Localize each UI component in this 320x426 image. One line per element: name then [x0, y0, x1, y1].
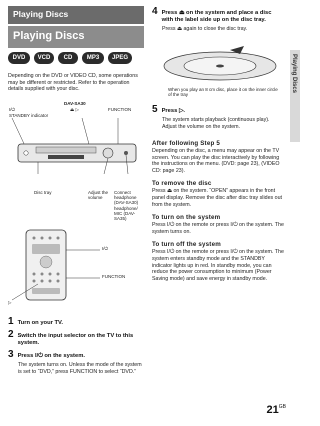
headphone-jack [124, 151, 128, 155]
model-label: DAV-SA30 [64, 101, 86, 106]
section-header-text: Playing Discs [13, 9, 69, 19]
leader-line [12, 118, 26, 148]
page-number [267, 404, 286, 416]
disc-tray-caption: When you play an 8 cm disc, place it on the inner circle of the tray [168, 87, 278, 98]
connect-line: SA35) [114, 216, 127, 222]
step-title: Press ⏏ on the system and place a disc with the label side up on the disc tray. [161, 10, 272, 23]
step-number: 3 [8, 349, 14, 360]
standby-label: STANDBY indicator [9, 113, 49, 118]
step-title: Switch the input selector on the TV to this system. [17, 333, 134, 346]
connect-line: headphone [114, 195, 137, 201]
badge-dvd: DVD [8, 52, 30, 64]
page-number-suffix: GB [278, 404, 286, 410]
section-turn-on [152, 214, 284, 235]
adjust-volume-label: Adjust the volume [88, 190, 109, 201]
step-number: 1 [8, 316, 14, 327]
section-heading: To turn off the system [152, 241, 221, 249]
open-play-label: ⏏ ▷ [70, 107, 79, 112]
section-heading: To turn on the system [152, 214, 221, 222]
step-4-body: Press ⏏ again to close the disc tray. [162, 26, 248, 32]
connect-line: (DAV-SA30) [114, 200, 139, 206]
intro-text: Depending on the DVD or VIDEO CD, some operations may be different or restricted. Refer to the operation details supplied with your disc. [8, 73, 138, 93]
side-tab-label: Playing Discs [291, 54, 297, 94]
step-1 [8, 316, 146, 327]
section-header [8, 6, 144, 24]
connect-line: MIC (DAV- [114, 210, 136, 216]
section-remove-disc [152, 180, 284, 208]
step-number: 4 [152, 6, 158, 17]
front-display [48, 155, 84, 159]
remote-diagram [10, 228, 140, 304]
step-number: 5 [152, 104, 158, 115]
badge-mp3: MP3 [82, 52, 104, 64]
step-4-head [152, 6, 284, 24]
connect-line: headphone/ [114, 205, 138, 211]
volume-knob [103, 148, 113, 158]
badge-cd: CD [58, 52, 78, 64]
section-heading: After following Step 5 [152, 140, 220, 147]
section-after-step5 [152, 140, 284, 174]
badge-vcd: VCD [34, 52, 54, 64]
disc-tray-label: Disc tray [34, 190, 52, 195]
info-sections [152, 140, 284, 282]
section-turn-off [152, 241, 284, 282]
connect-label [114, 190, 138, 221]
remote-function-label: FUNCTION [102, 274, 126, 279]
step-2 [8, 329, 146, 347]
side-tab [290, 50, 300, 142]
section-heading: To remove the disc [152, 180, 212, 188]
section-body: Press I/⏻ on the remote or press I/⏻ on the system. The system enters standby mode and the STANDBY indicator lights up in red. In standby mode, you can reduce the power consumption to minimum (Power Saving mode) and save energy in standby mode. [152, 249, 284, 282]
page-number-value: 21 [266, 404, 279, 416]
leader-line [82, 118, 90, 148]
step-5 [152, 104, 284, 130]
power-label: I/⏻ [9, 107, 16, 112]
section-body: Press I/⏻ on the remote or press I/⏻ on the system. The system turns on. [152, 222, 284, 235]
step-4 [152, 6, 284, 33]
section-body: Depending on the disc, a menu may appear on the TV screen. You can play the disc interactively by following the instructions on the menu. (DVD: page 23), (VIDEO CD: page 23). [152, 148, 280, 174]
page-title: Playing Discs [13, 30, 85, 42]
remote-play-label: ▷ [8, 300, 12, 305]
steps-left [8, 316, 146, 375]
step-number: 2 [8, 329, 14, 340]
badge-jpeg: JPEG [108, 52, 132, 64]
disc-tray [36, 147, 96, 153]
step-3 [8, 349, 146, 360]
step-title: Turn on your TV. [17, 320, 63, 326]
step-title: Press I/⏻ on the system. [17, 353, 85, 359]
disc-tray-diagram [160, 44, 280, 84]
tray-spindle [216, 65, 224, 68]
power-button [24, 151, 28, 155]
step-title: Press ▷. [161, 108, 186, 114]
function-label-top: FUNCTION [108, 107, 132, 112]
connect-line: Connect [114, 190, 131, 195]
main-unit-diagram [8, 118, 148, 186]
step-3-body: The system turns on. Unless the mode of the system is set to “DVD,” press FUNCTION to select “DVD.” [18, 362, 142, 375]
section-body: Press ⏏ on the system. “OPEN” appears in the front panel display. Remove the disc after disc tray slides out from the system. [152, 188, 283, 208]
step-5-head [152, 104, 284, 115]
disc-type-badges [8, 52, 148, 66]
step-5-body: The system starts playback (continuous play). Adjust the volume on the system. [162, 117, 270, 130]
page-title-box [8, 26, 144, 48]
remote-power-label: I/⏻ [102, 246, 109, 251]
